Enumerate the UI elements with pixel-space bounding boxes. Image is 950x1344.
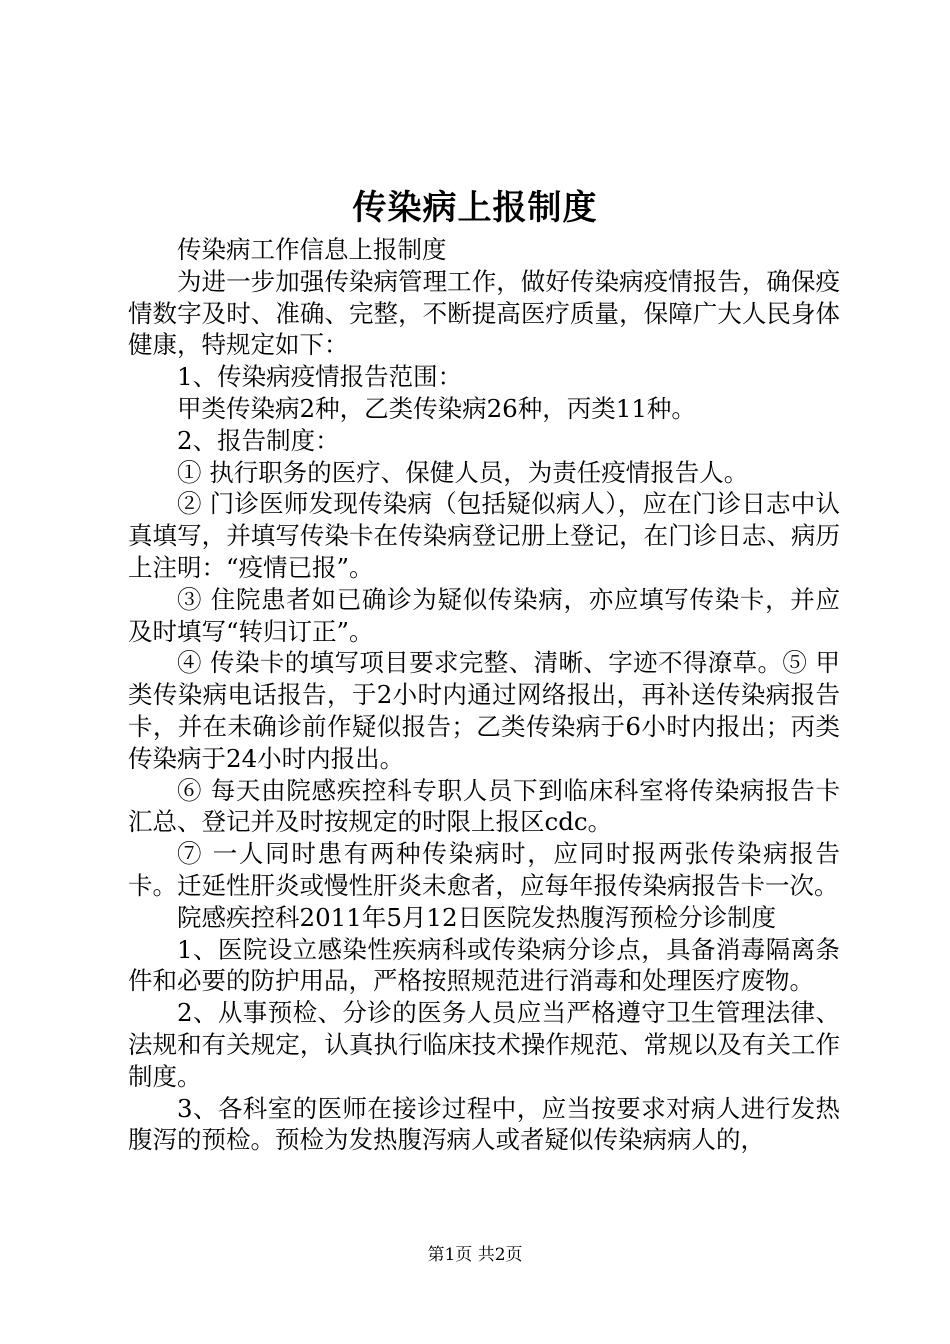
paragraph-section-1: 1、传染病疫情报告范围： xyxy=(177,362,463,392)
document-body xyxy=(128,234,840,1156)
paragraph-item-6: ⑥ 每天由院感疾控科专职人员下到临床科室将传染病报告卡汇总、登记并及时按规定的时限上报区cdc。 xyxy=(128,775,840,837)
paragraph-item-2: ② 门诊医师发现传染病（包括疑似病人），应在门诊日志中认真填写，并填写传染卡在传染病登记册上登记，在门诊日志、病历上注明：“疫情已报”。 xyxy=(128,489,840,582)
paragraph-rule-2: 2、从事预检、分诊的医务人员应当严格遵守卫生管理法律、法规和有关规定，认真执行临床技术操作规范、常规以及有关工作制度。 xyxy=(128,998,840,1091)
paragraph-subtitle: 传染病工作信息上报制度 xyxy=(177,235,447,264)
paragraph-item-3: ③ 住院患者如已确诊为疑似传染病，亦应填写传染卡，并应及时填写“转归订正”。 xyxy=(128,584,840,646)
paragraph-section-2: 2、报告制度： xyxy=(177,425,340,455)
paragraph-item-4-5: ④ 传染卡的填写项目要求完整、清晰、字迹不得潦草。⑤ 甲类传染病电话报告，于2小时内通过网络报出，再补送传染病报告卡，并在未确诊前作疑似报告；乙类传染病于6小时内报出；丙类传染病于24小时内报出。 xyxy=(128,648,840,773)
page-footer: 第1页 共2页 xyxy=(427,1245,523,1265)
document-title: 传染病上报制度 xyxy=(352,188,598,228)
paragraph-scope: 甲类传染病2种，乙类传染病26种，丙类11种。 xyxy=(177,393,696,423)
paragraph-item-7: ⑦ 一人同时患有两种传染病时，应同时报两张传染病报告卡。迁延性肝炎或慢性肝炎未愈者，应每年报传染病报告卡一次。 xyxy=(128,839,840,900)
paragraph-item-1: ① 执行职务的医疗、保健人员，为责任疫情报告人。 xyxy=(177,457,749,487)
paragraph-intro: 为进一步加强传染病管理工作，做好传染病疫情报告，确保疫情数字及时、准确、完整，不断提高医疗质量，保障广大人民身体健康，特规定如下： xyxy=(128,266,840,360)
paragraph-rule-1: 1、医院设立感染性疾病科或传染病分诊点，具备消毒隔离条件和必要的防护用品，严格按照规范进行消毒和处理医疗废物。 xyxy=(128,934,840,996)
paragraph-rule-3: 3、各科室的医师在接诊过程中，应当按要求对病人进行发热腹泻的预检。预检为发热腹泻病人或者疑似传染病病人的， xyxy=(128,1093,840,1155)
paragraph-second-heading: 院感疾控科2011年5月12日医院发热腹泻预检分诊制度 xyxy=(177,902,777,932)
